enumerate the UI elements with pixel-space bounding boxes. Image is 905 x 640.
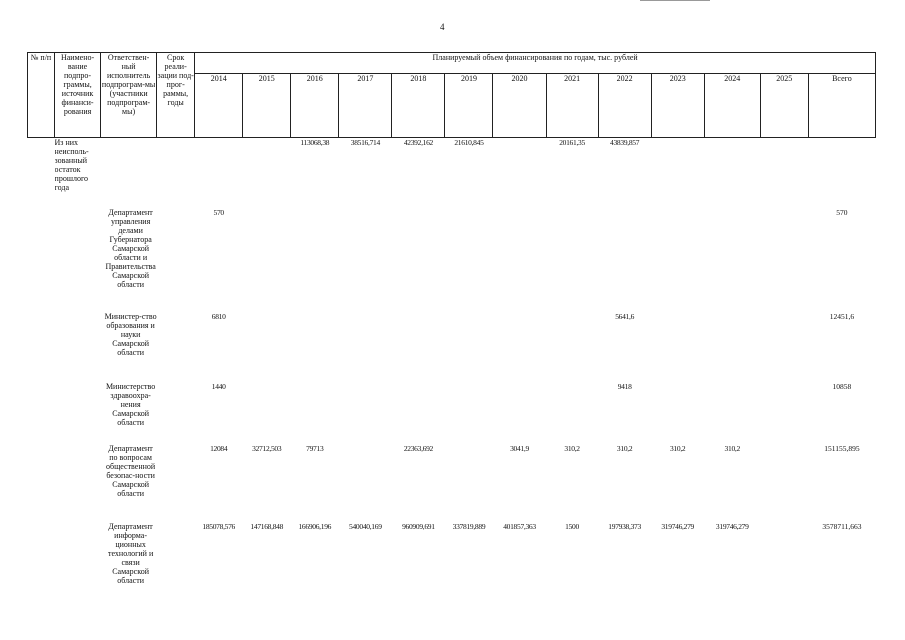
row-value-2020 <box>493 312 546 382</box>
row-value-2022: 197938,373 <box>608 521 641 531</box>
top-rule <box>640 0 710 1</box>
row-value-2018: 960909,691 <box>402 521 435 531</box>
row-value-2022: 9418 <box>617 381 632 391</box>
row-value-2017 <box>339 312 392 382</box>
row-value-2016 <box>291 208 339 312</box>
row-total-cell: 10858 <box>832 381 852 391</box>
row-value-2017: 38516,714 <box>350 138 380 147</box>
row-value-2024 <box>704 138 760 208</box>
row-value-2019: 337819,889 <box>452 521 486 531</box>
header-year-2025: 2025 <box>760 74 808 138</box>
header-year-2020: 2020 <box>493 74 546 138</box>
row-value-2023 <box>651 138 704 208</box>
row-value-2023 <box>651 312 704 382</box>
row-number-cell <box>28 138 55 208</box>
row-value-2020: 3041,9 <box>510 443 529 453</box>
row-value-2016: 113068,38 <box>300 138 330 147</box>
page-number: 4 <box>440 22 445 32</box>
financing-table <box>27 52 876 602</box>
table-row <box>28 522 876 602</box>
row-value-2024 <box>704 208 760 312</box>
header-term: Срок реали-зации под-прог-раммы, годы <box>157 53 195 138</box>
row-name-cell <box>55 444 101 522</box>
row-total-cell <box>808 138 875 208</box>
row-value-2014: 12084 <box>210 443 228 453</box>
row-value-2023: 310,2 <box>669 443 686 453</box>
row-value-2025 <box>760 208 808 312</box>
row-value-2015 <box>243 138 291 208</box>
row-name-cell <box>55 522 101 602</box>
row-value-2025 <box>760 138 808 208</box>
row-value-2016 <box>291 312 339 382</box>
header-executor: Ответствен-ный исполнитель подпрограм-мы (участники подпрограм-мы) <box>101 53 157 138</box>
header-year-2015: 2015 <box>243 74 291 138</box>
row-value-2021 <box>546 382 598 444</box>
table-row <box>28 312 876 382</box>
row-term-cell <box>157 382 195 444</box>
row-value-2019: 21610,845 <box>454 138 484 147</box>
header-year-2021: 2021 <box>546 74 598 138</box>
row-value-2015 <box>243 312 291 382</box>
row-value-2017: 540040,169 <box>349 521 382 531</box>
row-value-2018: 22363,692 <box>403 443 433 453</box>
row-total-cell: 570 <box>836 207 848 217</box>
row-term-cell <box>157 138 195 208</box>
header-year-2018: 2018 <box>392 74 445 138</box>
row-name-cell <box>55 382 101 444</box>
row-value-2015 <box>243 208 291 312</box>
header-name: Наимено-вание подпро-граммы, источник финанси-рования <box>55 53 101 138</box>
row-value-2022: 5641,6 <box>615 311 635 321</box>
header-total: Всего <box>808 74 875 138</box>
row-total-cell: 3578711,663 <box>822 521 862 531</box>
row-value-2021: 1500 <box>565 521 579 531</box>
row-value-2024: 319746,279 <box>715 521 749 531</box>
row-value-2023: 319746,279 <box>661 521 694 531</box>
row-value-2020: 401857,363 <box>503 521 536 531</box>
row-executor-cell: Департамент информа-ционных технологий и связи Самарской области <box>107 521 154 585</box>
row-value-2021: 20161,35 <box>559 138 585 147</box>
row-value-2025 <box>760 312 808 382</box>
header-year-2019: 2019 <box>445 74 493 138</box>
row-value-2020 <box>493 208 546 312</box>
row-value-2021 <box>546 312 598 382</box>
header-year-2014: 2014 <box>195 74 243 138</box>
row-value-2022 <box>598 208 651 312</box>
row-value-2023 <box>651 382 704 444</box>
row-value-2023 <box>651 208 704 312</box>
row-number-cell <box>28 208 55 312</box>
row-value-2025 <box>760 382 808 444</box>
row-executor-cell: Министерство здравоохра-нения Самарской области <box>105 381 156 427</box>
row-value-2014: 185078,576 <box>202 521 236 531</box>
row-value-2019 <box>445 208 493 312</box>
row-number-cell <box>28 444 55 522</box>
row-value-2024: 310,2 <box>724 443 740 453</box>
row-name-cell <box>55 312 101 382</box>
row-number-cell <box>28 522 55 602</box>
row-value-2021: 310,2 <box>564 443 580 453</box>
row-value-2015: 32712,503 <box>252 443 282 453</box>
row-value-2014: 1440 <box>211 381 226 391</box>
row-value-2020 <box>493 138 546 208</box>
row-executor-cell: Департамент по вопросам общественной безопас-ности Самарской области <box>106 443 156 498</box>
row-value-2014: 6810 <box>211 311 226 321</box>
row-name-cell <box>55 208 101 312</box>
table-row <box>28 138 876 208</box>
row-value-2016 <box>291 382 339 444</box>
row-value-2024 <box>704 312 760 382</box>
header-year-2022: 2022 <box>598 74 651 138</box>
row-name-cell: Из них неисполь-зованный остаток прошлого года <box>54 138 89 192</box>
header-year-2017: 2017 <box>339 74 392 138</box>
row-total-cell: 151155,895 <box>824 443 860 453</box>
row-value-2017 <box>339 444 392 522</box>
table-row <box>28 444 876 522</box>
row-value-2019 <box>445 312 493 382</box>
row-executor-cell <box>101 138 157 208</box>
row-term-cell <box>157 522 195 602</box>
row-value-2015 <box>243 382 291 444</box>
row-term-cell <box>157 312 195 382</box>
row-term-cell <box>157 444 195 522</box>
row-value-2014: 570 <box>213 207 224 217</box>
row-value-2017 <box>339 208 392 312</box>
row-value-2022: 310,2 <box>616 443 633 453</box>
row-value-2022: 43839,857 <box>610 138 640 147</box>
table-row <box>28 382 876 444</box>
header-num: № п/п <box>28 53 55 138</box>
header-year-2023: 2023 <box>651 74 704 138</box>
row-value-2019 <box>445 444 493 522</box>
table-row <box>28 208 876 312</box>
row-value-2024 <box>704 382 760 444</box>
row-value-2021 <box>546 208 598 312</box>
header-plan: Планируемый объем финансирования по годам, тыс. рублей <box>195 53 876 74</box>
row-value-2016: 166906,196 <box>298 521 332 531</box>
row-value-2018 <box>392 208 445 312</box>
header-year-2016: 2016 <box>291 74 339 138</box>
row-value-2025 <box>760 444 808 522</box>
row-value-2015: 147168,848 <box>250 521 284 531</box>
row-number-cell <box>28 312 55 382</box>
row-term-cell <box>157 208 195 312</box>
row-total-cell: 12451,6 <box>829 311 855 321</box>
header-year-2024: 2024 <box>704 74 760 138</box>
row-value-2020 <box>493 382 546 444</box>
row-executor-cell: Министер-ство образования и науки Самарской области <box>104 311 157 357</box>
row-value-2019 <box>445 382 493 444</box>
row-value-2016: 79713 <box>306 443 324 453</box>
row-value-2025 <box>760 522 808 602</box>
row-value-2017 <box>339 382 392 444</box>
row-value-2014 <box>195 138 243 208</box>
row-value-2018 <box>392 312 445 382</box>
row-value-2018: 42392,162 <box>403 138 433 147</box>
row-value-2018 <box>392 382 445 444</box>
row-executor-cell: Департамент управления делами Губернатора Самарской области и Правительства Самарской области <box>105 207 156 289</box>
row-number-cell <box>28 382 55 444</box>
